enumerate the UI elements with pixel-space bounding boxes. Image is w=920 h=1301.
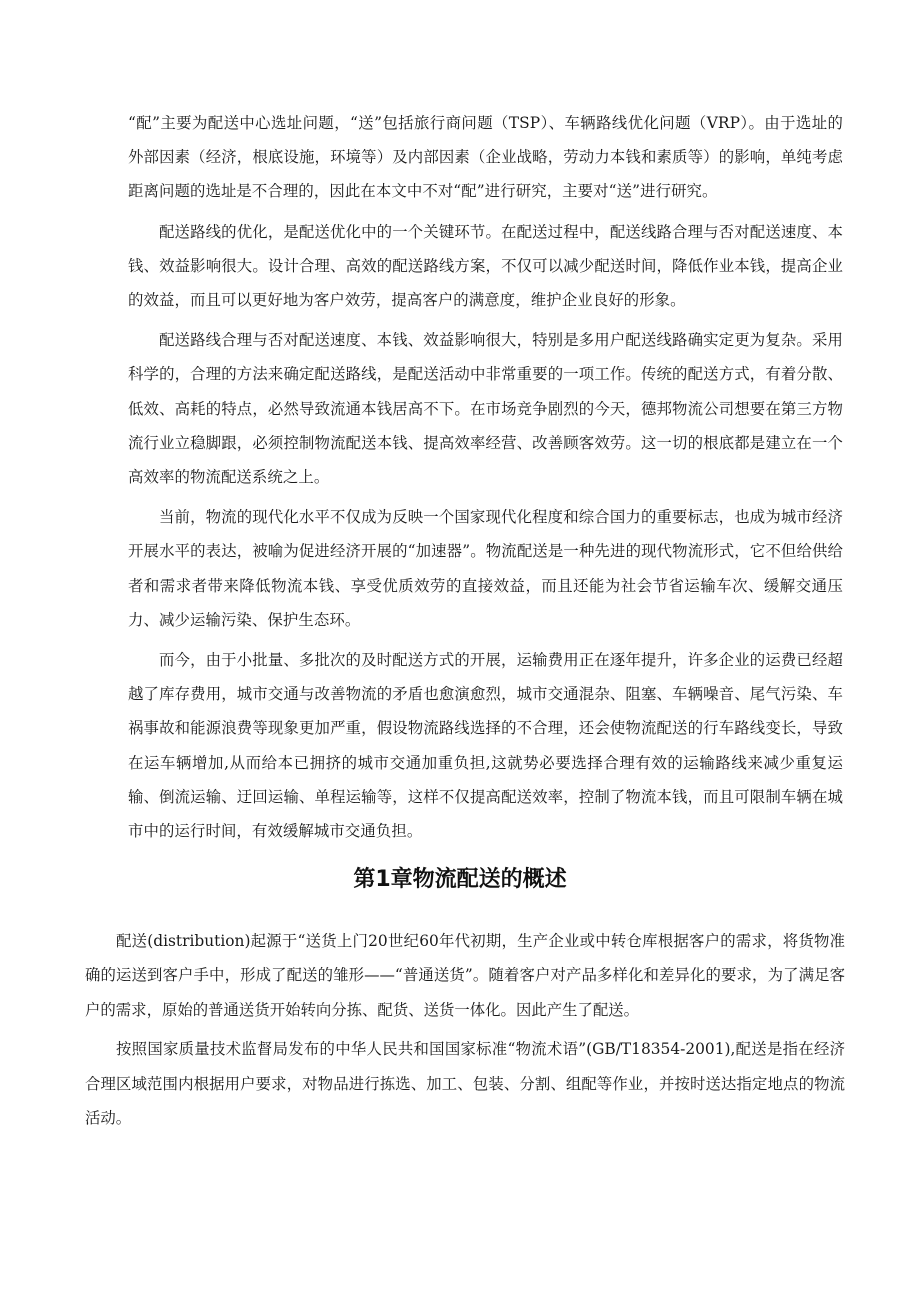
chapter-paragraph-1: 配送(distribution)起源于“送货上门20世纪60年代初期，生产企业或中转仓库根据客户的需求，将货物准确的运送到客户手中，形成了配送的雏形——“普通送货”。随着客户对产品多样化和差异化的要求，为了满足客户的需求，原始的普通送货开始转向分拣、配货、送货一体化。因此产生了配送。	[85, 932, 845, 1019]
intro-paragraph-3: 配送路线合理与否对配送速度、本钱、效益影响很大，特别是多用户配送线路确实定更为复杂。采用科学的，合理的方法来确定配送路线，是配送活动中非常重要的一项工作。传统的配送方式，有着分散、低效、高耗的特点，必然导致流通本钱居高不下。在市场竞争剧烈的今天，德邦物流公司想要在第三方物流行业立稳脚跟，必须控制物流配送本钱、提高效率经营、改善顾客效劳。这一切的根底都是建立在一个高效率的物流配送系统之上。	[128, 331, 843, 487]
intro-section	[128, 106, 843, 854]
intro-paragraph-5: 而今，由于小批量、多批次的及时配送方式的开展，运输费用正在逐年提升，许多企业的运费已经超越了库存费用，城市交通与改善物流的矛盾也愈演愈烈，城市交通混杂、阻塞、车辆噪音、尾气污染、车祸事故和能源浪费等现象更加严重，假设物流路线选择的不合理，还会使物流配送的行车路线变长，导致在运车辆增加,从而给本已拥挤的城市交通加重负担,这就势必要选择合理有效的运输路线来减少重复运输、倒流运输、迂回运输、单程运输等，这样不仅提高配送效率，控制了物流本钱，而且可限制车辆在城市中的运行时间，有效缓解城市交通负担。	[128, 651, 843, 841]
chapter-paragraph-2: 按照国家质量技术监督局发布的中华人民共和国国家标准“物流术语”(GB/T18354-2001),配送是指在经济合理区域范围内根据用户要求，对物品进行拣选、加工、包装、分割、组配等作业，并按时送达指定地点的物流活动。	[85, 1040, 845, 1128]
intro-paragraph-2: 配送路线的优化，是配送优化中的一个关键环节。在配送过程中，配送线路合理与否对配送速度、本钱、效益影响很大。设计合理、高效的配送路线方案，不仅可以减少配送时间，降低作业本钱，提高企业的效益，而且可以更好地为客户效劳，提高客户的满意度，维护企业良好的形象。	[128, 222, 843, 310]
chapter-title: 第1章物流配送的概述	[353, 867, 567, 892]
chapter-section	[85, 924, 845, 1140]
intro-paragraph-1: “配”主要为配送中心选址问题，“送”包括旅行商问题（TSP）、车辆路线优化问题（VRP）。由于选址的外部因素（经济，根底设施，环境等）及内部因素（企业战略，劳动力本钱和素质等）的影响，单纯考虑距离问题的选址是不合理的，因此在本文中不对“配”进行研究，主要对“送”进行研究。	[128, 114, 843, 201]
intro-paragraph-4: 当前，物流的现代化水平不仅成为反映一个国家现代化程度和综合国力的重要标志，也成为城市经济开展水平的表达，被喻为促进经济开展的“加速器”。物流配送是一种先进的现代物流形式，它不但给供给者和需求者带来降低物流本钱、享受优质效劳的直接效益，而且还能为社会节省运输车次、缓解交通压力、减少运输污染、保护生态环。	[128, 508, 843, 629]
